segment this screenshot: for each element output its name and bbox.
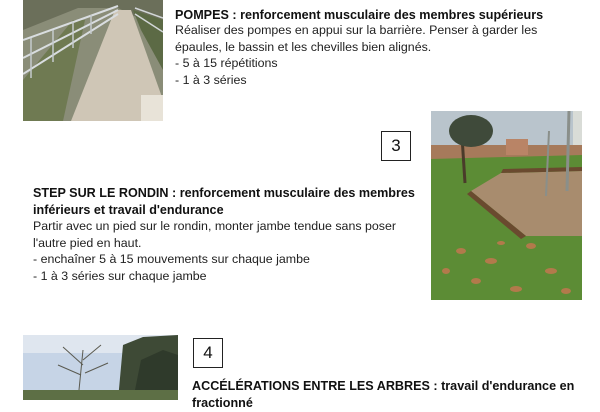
step-number-4-text: 4 (203, 343, 213, 362)
exercise-3-title (33, 185, 415, 219)
exercise-4-title-line-2: fractionné (192, 396, 253, 410)
step-number-4 (193, 338, 223, 368)
exercise-3-item-1: - enchaîner 5 à 15 mouvements sur chaque jambe (33, 252, 310, 266)
trees-photo (23, 335, 178, 400)
exercise-2-title-text: POMPES : renforcement musculaire des membres supérieurs (175, 8, 544, 22)
exercise-2-description (175, 22, 537, 88)
step-number-3-text: 3 (391, 136, 401, 155)
exercise-2-item-1: - 5 à 15 répétitions (175, 56, 278, 70)
exercise-2-desc-line-1: Réaliser des pompes en appui sur la barrière. Penser à garder les (175, 23, 538, 37)
exercise-2-item-2: - 1 à 3 séries (175, 72, 247, 87)
barrier-path-photo (23, 0, 163, 121)
log-step-photo (431, 111, 582, 300)
exercise-3-description (33, 218, 396, 284)
exercise-4-title (192, 378, 574, 412)
exercise-3-desc-line-2: l'autre pied en haut. (33, 235, 142, 250)
exercise-4-title-line-1: ACCÉLÉRATIONS ENTRE LES ARBRES : travail d'endurance en (192, 379, 575, 393)
exercise-3-title-line-1: STEP SUR LE RONDIN : renforcement musculaire des membres (33, 186, 415, 200)
exercise-2-desc-line-2: épaules, le bassin et les chevilles bien alignés. (175, 39, 432, 54)
exercise-3-item-2: - 1 à 3 séries sur chaque jambe (33, 268, 207, 283)
exercise-3-desc-line-1: Partir avec un pied sur le rondin, monter jambe tendue sans poser (33, 219, 396, 233)
exercise-3-title-line-2: inférieurs et travail d'endurance (33, 203, 224, 217)
step-number-3 (381, 131, 411, 161)
